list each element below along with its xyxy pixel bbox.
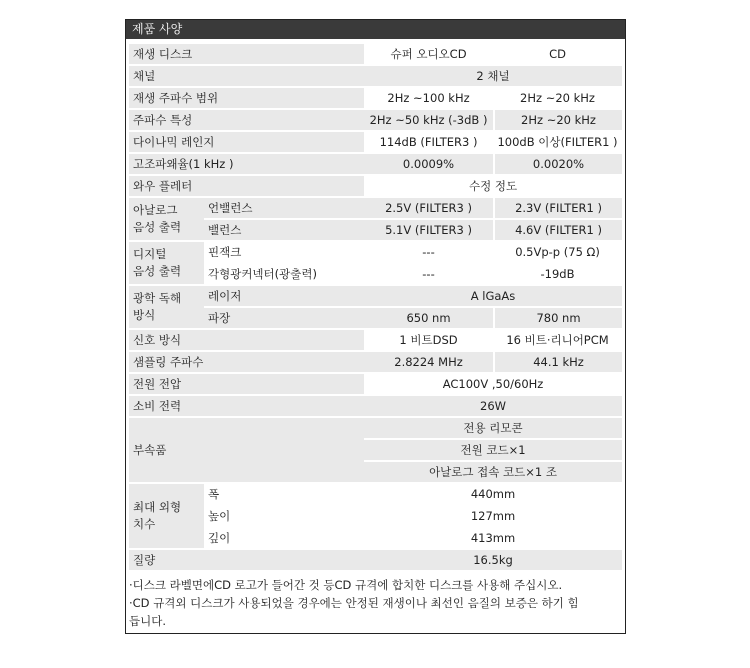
group-label-line: 음성 출력 (133, 220, 182, 234)
group-label (129, 198, 204, 240)
footnote-line: ·CD 규격외 디스크가 사용되었을 경우에는 안정된 재생이나 최선인 음질의 보증은 하기 힘 (129, 596, 579, 610)
row-label: 와우 플레터 (129, 176, 364, 196)
table-row (129, 352, 622, 372)
cell-value: 26W (364, 396, 622, 416)
row-label: 신호 방식 (129, 330, 364, 350)
sub-label: 언밸런스 (204, 198, 364, 218)
table-row (129, 330, 622, 350)
table-row (129, 110, 622, 130)
table-row (129, 550, 622, 570)
footnote-line: ·디스크 라벨면에CD 로고가 들어간 것 등CD 규격에 합치한 디스크를 사용해 주십시오. (129, 578, 563, 592)
cell-value: 수정 정도 (364, 176, 622, 196)
cell-value: 127mm (364, 506, 622, 526)
cell-value: 780 nm (493, 308, 622, 328)
cell-value: 2.8224 MHz (364, 352, 493, 372)
group-label (129, 286, 204, 328)
row-label: 질량 (129, 550, 364, 570)
table-row (129, 176, 622, 196)
cell-value: -19dB (493, 264, 622, 284)
sub-label: 폭 (208, 487, 220, 501)
table-row (129, 132, 622, 152)
sub-label: 레이저 (204, 286, 364, 306)
row-label: 재생 주파수 범위 (129, 88, 364, 108)
footnotes (129, 576, 622, 630)
group-label-line: 최대 외형 (133, 500, 182, 514)
cell-value: 440mm (364, 484, 622, 504)
cell-value: 16.5kg (364, 550, 622, 570)
group-label-line: 치수 (133, 517, 156, 531)
table-row (129, 198, 622, 218)
cell-value: A lGaAs (364, 286, 622, 306)
sub-label: 높이 (208, 509, 231, 523)
sub-label: 깊이 (208, 531, 231, 545)
panel-title: 제품 사양 (126, 20, 625, 39)
row-label: 고조파왜율(1 kHz ) (129, 154, 364, 174)
spec-table (129, 42, 622, 572)
table-row (129, 418, 622, 438)
group-label-line: 아날로그 (133, 203, 178, 217)
cell-value: 2Hz ~100 kHz (364, 88, 493, 108)
group-label: 부속품 (129, 418, 364, 482)
cell-value: 0.5Vp-p (75 Ω) (493, 242, 622, 262)
row-label: 재생 디스크 (129, 44, 364, 64)
group-label-line: 광학 독해 (133, 291, 182, 305)
row-label: 주파수 특성 (129, 110, 364, 130)
table-row (129, 44, 622, 64)
table-row (129, 154, 622, 174)
cell-value: 16 비트·리니어PCM (493, 330, 622, 350)
cell-value: 650 nm (364, 308, 493, 328)
table-row (129, 242, 622, 262)
list-item: 전원 코드×1 (364, 440, 622, 460)
group-label-line: 디지털 (133, 247, 167, 261)
list-item: 전용 리모콘 (364, 418, 622, 438)
spec-panel (125, 19, 626, 634)
list-item: 아날로그 접속 코드×1 조 (364, 462, 622, 482)
table-row (129, 66, 622, 86)
sub-label: 밸런스 (204, 220, 364, 240)
table-row (129, 484, 622, 504)
row-label: 샘플링 주파수 (129, 352, 364, 372)
cell-value: --- (364, 264, 493, 284)
column-header-sacd: 슈퍼 오디오CD (364, 44, 493, 64)
cell-value: 2Hz ~50 kHz (-3dB ) (364, 110, 493, 130)
row-label: 다이나믹 레인지 (129, 132, 364, 152)
cell-value: 5.1V (FILTER3 ) (364, 220, 493, 240)
cell-value: --- (364, 242, 493, 262)
table-row (129, 374, 622, 394)
cell-value: 2.3V (FILTER1 ) (493, 198, 622, 218)
group-label-line: 음성 출력 (133, 264, 182, 278)
cell-value: AC100V ,50/60Hz (364, 374, 622, 394)
cell-value: 2Hz ~20 kHz (493, 110, 622, 130)
cell-value: 114dB (FILTER3 ) (364, 132, 493, 152)
row-label: 채널 (129, 66, 364, 86)
table-row (129, 88, 622, 108)
cell-value: 44.1 kHz (493, 352, 622, 372)
cell-value: 0.0009% (364, 154, 493, 174)
cell-value: 1 비트DSD (364, 330, 493, 350)
table-row (129, 286, 622, 306)
cell-value: 2Hz ~20 kHz (493, 88, 622, 108)
cell-value: 4.6V (FILTER1 ) (493, 220, 622, 240)
group-label-line: 방식 (133, 308, 156, 322)
cell-value: 2.5V (FILTER3 ) (364, 198, 493, 218)
table-row (129, 396, 622, 416)
row-label: 소비 전력 (129, 396, 364, 416)
cell-value: 100dB 이상(FILTER1 ) (493, 132, 622, 152)
footnote-line: 듭니다. (129, 614, 166, 628)
group-label (129, 484, 204, 548)
row-label: 전원 전압 (129, 374, 364, 394)
sub-label: 핀잭크 (208, 245, 242, 259)
group-label (129, 242, 204, 284)
cell-value: 413mm (364, 528, 622, 548)
cell-value: 0.0020% (493, 154, 622, 174)
sub-label: 각형광커넥터(광출력) (208, 267, 317, 281)
cell-value: 2 채널 (364, 66, 622, 86)
sub-label: 파장 (204, 308, 364, 328)
column-header-cd: CD (493, 44, 622, 64)
